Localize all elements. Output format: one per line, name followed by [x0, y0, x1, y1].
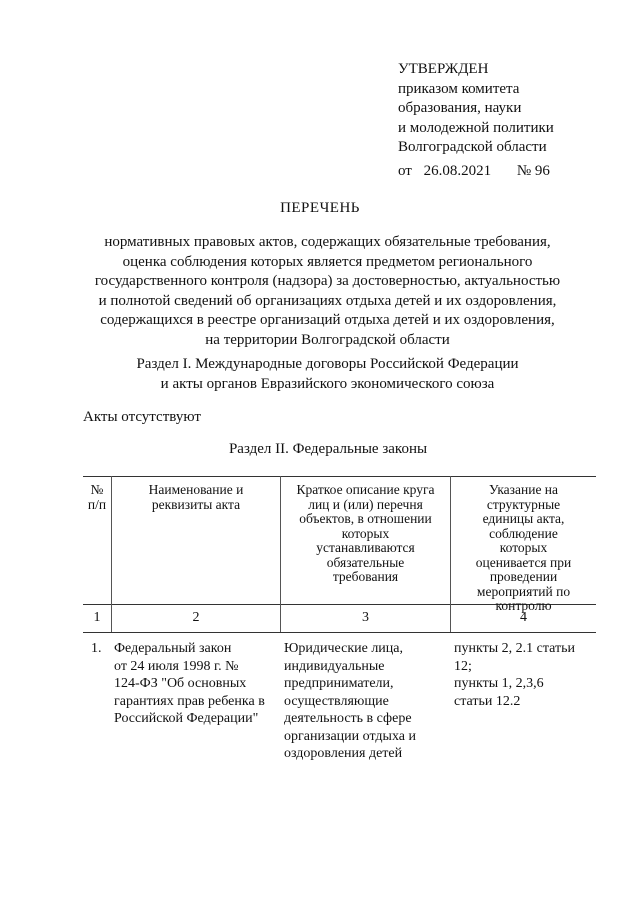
approval-line: и молодежной политики — [398, 119, 554, 136]
table-top-border — [83, 476, 596, 477]
table-row-number: 1. — [91, 641, 102, 656]
order-date: 26.08.2021 — [423, 163, 492, 179]
section-1-line: и акты органов Евразийского экономического союза — [160, 375, 495, 392]
subtitle-line: и полнотой сведений об организациях отдыха детей и их оздоровления, — [98, 292, 557, 309]
column-number: 4 — [520, 610, 527, 625]
column-number: 2 — [192, 610, 200, 625]
section-1-note: Акты отсутствуют — [83, 409, 201, 425]
subtitle-line: на территории Волгоградской области — [205, 331, 450, 348]
table-row-act: Федеральный закон от 24 июля 1998 г. № 124-ФЗ "Об основных гарантиях прав ребенка в Российской Федерации" — [114, 641, 265, 726]
approval-line: образования, науки — [398, 100, 522, 116]
column-number: 1 — [93, 610, 101, 625]
subtitle-line: оценка соблюдения которых является предметом регионального — [122, 253, 533, 270]
table-header-act: Наименование и реквизиты акта — [148, 482, 244, 512]
table-header-units: Указание на структурные единицы акта, соблюдение которых оценивается при проведении мероприятий по контролю — [475, 482, 572, 613]
approval-block — [398, 60, 554, 158]
approval-line: приказом комитета — [398, 80, 520, 97]
order-date-number — [398, 163, 550, 180]
document-subtitle — [60, 233, 595, 350]
order-number: № 96 — [516, 163, 550, 179]
subtitle-line: нормативных правовых актов, содержащих обязательные требования, — [104, 234, 551, 250]
section-2-heading: Раздел II. Федеральные законы — [228, 441, 428, 457]
date-prefix: от — [398, 163, 412, 179]
approval-line: Волгоградской области — [398, 139, 547, 155]
subtitle-line: содержащихся в реестре организаций отдыха детей и их оздоровления, — [100, 312, 555, 328]
section-1-heading — [60, 355, 595, 394]
table-header-number: № п/п — [87, 482, 107, 512]
table-row-units: пункты 2, 2.1 статьи 12; пункты 1, 2,3,6 статьи 12.2 — [454, 641, 575, 709]
document-title: ПЕРЕЧЕНЬ — [280, 200, 360, 216]
table-numbers-border — [83, 632, 596, 633]
table-header-subjects: Краткое описание круга лиц и (или) перечня объектов, в отношении которых устанавливаются обязательные требования — [296, 482, 435, 584]
table-row-subjects: Юридические лица, индивидуальные предприниматели, осуществляющие деятельность в сфере организации отдыха и оздоровления детей — [284, 641, 416, 761]
section-1-line: Раздел I. Международные договоры Российской Федерации — [136, 356, 519, 372]
subtitle-line: государственного контроля (надзора) за достоверностью, актуальностью — [94, 273, 561, 289]
column-number: 3 — [362, 610, 369, 625]
approval-heading: УТВЕРЖДЕН — [398, 61, 489, 77]
